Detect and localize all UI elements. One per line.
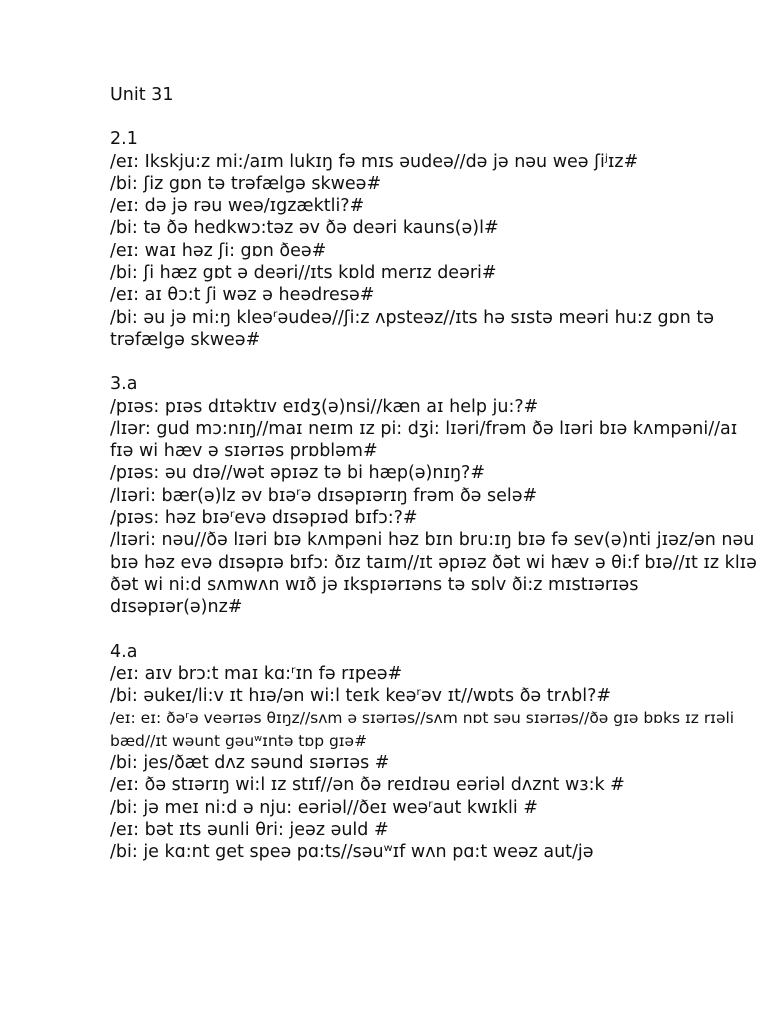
transcript-line: /pɪəs: pɪəs dɪtəktɪv eɪdʒ(ə)nsi//kæn aɪ help ju:?# <box>110 396 539 417</box>
transcript-line: /bi: ʃiz gɒn tə trəfælgə skweə# <box>110 173 382 194</box>
transcript-line: /eɪ: Ikskju:z mi:/aɪm lukɪŋ fə mɪs əudeə//də jə nəu weə ʃiʲɪz# <box>110 151 639 172</box>
transcript-line: /bi: əu jə mi:ŋ kleəʳəudeə//ʃi:z ʌpsteəz//ɪts hə sɪstə meəri hu:z gɒn tə trəfælgə skweə# <box>110 307 720 350</box>
transcript-line: /lɪəri: nəu//ðə lɪəri bɪə kʌmpəni həz bɪn bru:ɪŋ bɪə fə sev(ə)nti jɪəz/ən nəu bɪə həz evə dɪsəpɪə bɪfɔ: ðɪz taɪm//ɪt əpɪəz ðət wi hæv ə θi:f bɪə//ɪt ɪz klɪə ðət wi ni:d sʌmwʌn wɪð jə ɪkspɪərɪəns tə sɒlv ði:z mɪstɪərɪəs dɪsəpɪər(ə)nz# <box>110 530 763 618</box>
transcript-line: /pɪəs: həz bɪəʳevə dɪsəpɪəd bɪfɔ:?# <box>110 508 418 529</box>
transcript-line: /eɪ: aɪv brɔ:t maɪ kɑ:ʳɪn fə rɪpeə# <box>110 663 403 684</box>
transcript-line: /pɪəs: əu dɪə//wət əpɪəz tə bi hæp(ə)nɪŋ?# <box>110 463 486 484</box>
transcript-line: /eɪ: eɪ: ðəʳə veərɪəs θɪŋz//sʌm ə sɪərɪəs//sʌm nɒt səu sɪərɪəs//ðə gɪə bɒks ɪz rɪəli bæd//ɪt wəunt gəuʷɪntə tɒp gɪə# <box>110 709 740 750</box>
transcript-line: /eɪ: waɪ həz ʃi: gɒn ðeə# <box>110 240 327 261</box>
transcript-line: /lɪəri: bær(ə)lz əv bɪəʳə dɪsəpɪərɪŋ frəm ðə selə# <box>110 485 538 506</box>
transcript-line: /eɪ: aɪ θɔ:t ʃi wəz ə heədresə# <box>110 285 375 306</box>
transcript-line: /eɪ: ðə stɪərɪŋ wi:l ɪz stɪf//ən ðə reɪdɪəu eəriəl dʌznt wɜ:k # <box>110 775 625 796</box>
section-heading: 4.a <box>110 641 138 662</box>
document-page <box>110 84 763 886</box>
transcript-line: /eɪ: bət ɪts əunli θri: jeəz əuld # <box>110 819 389 840</box>
transcript-line: /bi: ʃi hæz gɒt ə deəri//ɪts kɒld merɪz deəri# <box>110 263 497 284</box>
section-2-1 <box>110 128 760 351</box>
transcript-line: /bi: tə ðə hedkwɔ:təz əv ðə deəri kauns(ə)l# <box>110 218 499 239</box>
transcript-line: /bi: jə meɪ ni:d ə nju: eəriəl//ðeɪ weəʳaut kwɪkli # <box>110 797 538 818</box>
section-heading: 3.a <box>110 374 138 395</box>
unit-title: Unit 31 <box>110 85 174 105</box>
section-3-a <box>110 373 763 618</box>
transcript-line: /eɪ: də jə rəu weə/ɪgzæktli?# <box>110 196 365 217</box>
transcript-line: /bi: je kɑ:nt get speə pɑ:ts//səuʷɪf wʌn pɑ:t weəz aut/jə <box>110 842 594 863</box>
transcript-line: /lɪər: gud mɔ:nɪŋ//maɪ neɪm ɪz pi: dʒi: lɪəri/frəm ðə lɪəri bɪə kʌmpəni//aɪ fɪə wi hæv ə sɪərɪəs prɒbləm# <box>110 418 743 462</box>
transcript-line: /bi: jes/ðæt dʌz səund sɪərɪəs # <box>110 753 390 774</box>
section-4-a <box>110 641 760 864</box>
transcript-line: /bi: əukeɪ/li:v ɪt hɪə/ən wi:l teɪk keəʳəv ɪt//wɒts ðə trʌbl?# <box>110 686 612 707</box>
section-heading: 2.1 <box>110 129 138 150</box>
